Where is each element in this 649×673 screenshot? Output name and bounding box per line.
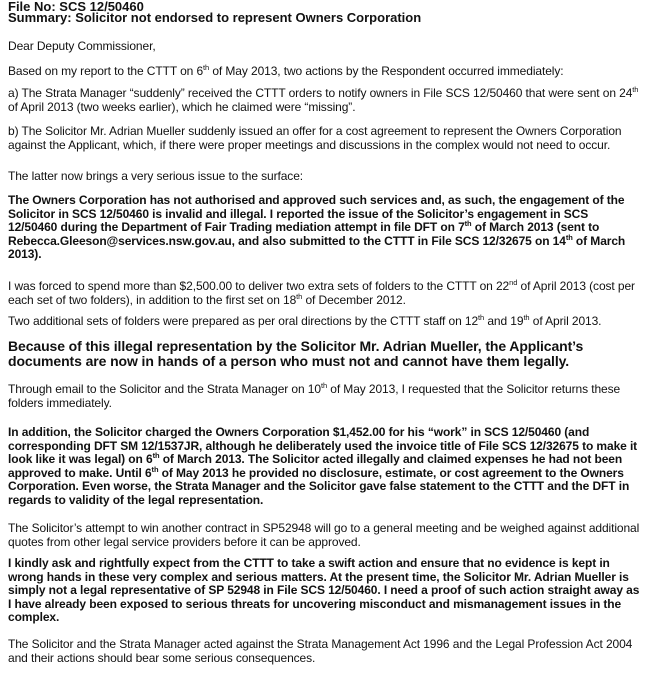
paragraph-issue: The latter now brings a very serious issue to the surface: — [8, 169, 304, 183]
paragraph-b: b) The Solicitor Mr. Adrian Mueller suddenly issued an offer for a cost agreement to represent the Owners Corporation against the Applicant, which, if there were proper meetings and discussions in the complex would not need to occur. — [8, 124, 622, 152]
summary-line: Summary: Solicitor not endorsed to represent Owners Corporation — [8, 10, 422, 25]
paragraph-illegal-representation: Because of this illegal representation by the Solicitor Mr. Adrian Mueller, the Applicant’s documents are now in hands of a person who must not and cannot have them legally. — [8, 338, 584, 369]
paragraph-swift-action: I kindly ask and rightfully expect from the CTTT to take a swift action and ensure that no evidence is kept in wrong hands in these very complex and serious matters. At the present time, the Solicitor Mr. Adrian Mueller is simply not a legal representative of SP 52948 in File SCS 12/50460. I need a proof of such action straight away as I have already been exposed to serious threats for uncovering misconduct and mismanagement issues in the complex. — [8, 556, 640, 624]
paragraph-folders-cost: I was forced to spend more than $2,500.00 to deliver two extra sets of folders to the CTTT on 22nd of April 2013 (cost per each set of two folders), in addition to the first set on 18th of December 2012. — [8, 278, 635, 307]
paragraph-a: a) The Strata Manager “suddenly” received the CTTT orders to notify owners in File SCS 12/50460 that were sent on 24th of April 2013 (two weeks earlier), which he claimed were “missing”. — [8, 85, 639, 114]
paragraph-another-contract: The Solicitor’s attempt to win another contract in SP52948 will go to a general meeting and be weighed against additional quotes from other legal service providers before it can be approved. — [8, 521, 640, 549]
greeting: Dear Deputy Commissioner, — [8, 39, 156, 53]
paragraph-not-authorised: The Owners Corporation has not authorised and approved such services and, as such, the engagement of the Solicitor in SCS 12/50460 is invalid and illegal. I reported the issue of the Solicitor’s engagement in SCS 12/50460 during the Department of Fair Trading mediation attempt in file DFT on 7th of March 2013 (sent to Rebecca.Gleeson@services.nsw.gov.au, and also submitted to the CTTT in File SCS 12/32675 on 14th of March 2013). — [8, 193, 626, 261]
file-number: File No: SCS 12/50460 — [8, 0, 144, 14]
paragraph-acts: The Solicitor and the Strata Manager acted against the Strata Management Act 1996 and the Legal Profession Act 2004 and their actions should bear some serious consequences. — [8, 637, 633, 665]
paragraph-charges: In addition, the Solicitor charged the Owners Corporation $1,452.00 for his “work” in SCS 12/50460 (and corresponding DFT SM 12/1537JR, although he deliberately used the invoice title of File SCS 12/32675 to make it look like it was legal) on 6th of March 2013. The Solicitor acted illegally and claimed expenses he had not been approved to make. Until 6th of May 2013 he provided no disclosure, estimate, or cost agreement to the Owners Corporation. Even worse, the Strata Manager and the Solicitor gave false statement to the CTTT and the DFT in regards to validity of the legal representation. — [8, 425, 638, 507]
paragraph-additional-folders: Two additional sets of folders were prepared as per oral directions by the CTTT staff on 12th and 19th of April 2013. — [8, 313, 602, 328]
paragraph-email-request: Through email to the Solicitor and the Strata Manager on 10th of May 2013, I requested that the Solicitor returns these folders immediately. — [8, 381, 621, 410]
paragraph-report: Based on my report to the CTTT on 6th of May 2013, two actions by the Respondent occurred immediately: — [8, 63, 564, 78]
